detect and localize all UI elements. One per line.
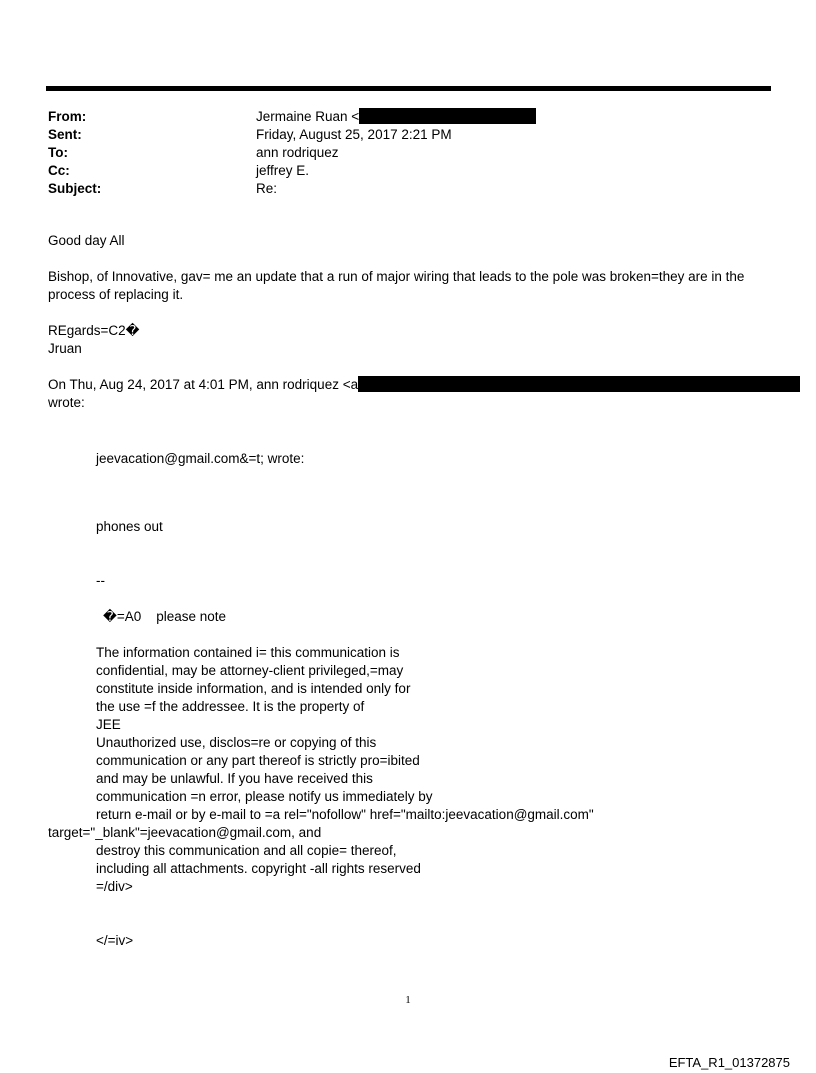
- disclaimer-end-block: [48, 842, 778, 896]
- quoted-sender: jeevacation@gmail.com&=t; wrote:: [96, 451, 305, 466]
- to-row: [48, 144, 536, 162]
- sent-value: Friday, August 25, 2017 2:21 PM: [256, 127, 452, 142]
- body-paragraph-line: Bishop, of Innovative, gav= me an update that a run of major wiring that leads to the pole was broken=they are in the: [48, 269, 745, 284]
- redaction-box: [359, 108, 536, 124]
- disclaimer-line: Unauthorized use, disclos=re or copying of this: [96, 735, 377, 750]
- signature-separator: --: [96, 573, 105, 588]
- header-rule: [46, 86, 771, 91]
- quote-intro: [48, 376, 778, 394]
- disclaimer-line: constitute inside information, and is intended only for: [96, 681, 411, 696]
- redaction-box: [358, 376, 800, 392]
- subject-value: Re:: [256, 181, 278, 196]
- quote-intro-wrote: wrote:: [48, 395, 85, 410]
- please-note: �=A0 please note: [103, 609, 227, 624]
- disclaimer-line: JEE: [96, 717, 121, 732]
- quote-intro-text: On Thu, Aug 24, 2017 at 4:01 PM, ann rodriquez <a: [48, 377, 359, 392]
- disclaimer-line: communication or any part thereof is strictly pro=ibited: [96, 753, 420, 768]
- body-paragraph-line: process of replacing it.: [48, 287, 184, 302]
- disclaimer-line: The information contained i= this communication is: [96, 645, 400, 660]
- signoff: Jruan: [48, 341, 82, 356]
- bates-number: EFTA_R1_01372875: [668, 1055, 790, 1070]
- disclaimer-line: =/div>: [96, 879, 133, 894]
- disclaimer-line: destroy this communication and all copie= thereof,: [96, 843, 397, 858]
- disclaimer-line: return e-mail or by e-mail to =a rel="nofollow" href="mailto:jeevacation@gmail.com": [96, 807, 594, 822]
- greeting: Good day All: [48, 233, 125, 248]
- to-label: To:: [48, 145, 68, 160]
- disclaimer-block: [48, 644, 778, 824]
- closing-tag: </=iv>: [96, 933, 134, 948]
- from-row: [48, 108, 536, 126]
- subject-row: [48, 180, 536, 198]
- disclaimer-line: communication =n error, please notify us immediately by: [96, 789, 433, 804]
- cc-label: Cc:: [48, 163, 70, 178]
- page-number: 1: [405, 994, 411, 1006]
- quoted-message: phones out: [96, 519, 163, 534]
- to-value: ann rodriquez: [256, 145, 339, 160]
- target-line: target="_blank"=jeevacation@gmail.com, and: [48, 825, 322, 840]
- disclaimer-line: confidential, may be attorney-client privileged,=may: [96, 663, 404, 678]
- from-label: From:: [48, 109, 87, 124]
- sent-row: [48, 126, 536, 144]
- email-header: [48, 108, 536, 198]
- cc-row: [48, 162, 536, 180]
- subject-label: Subject:: [48, 181, 102, 196]
- disclaimer-line: including all attachments. copyright -all rights reserved: [96, 861, 421, 876]
- email-body: [48, 232, 778, 950]
- from-name: Jermaine Ruan <: [256, 109, 360, 124]
- disclaimer-line: and may be unlawful. If you have received this: [96, 771, 373, 786]
- regards: REgards=C2�: [48, 323, 140, 338]
- disclaimer-line: the use =f the addressee. It is the property of: [96, 699, 365, 714]
- from-value: [256, 108, 536, 126]
- cc-value: jeffrey E.: [256, 163, 310, 178]
- sent-label: Sent:: [48, 127, 82, 142]
